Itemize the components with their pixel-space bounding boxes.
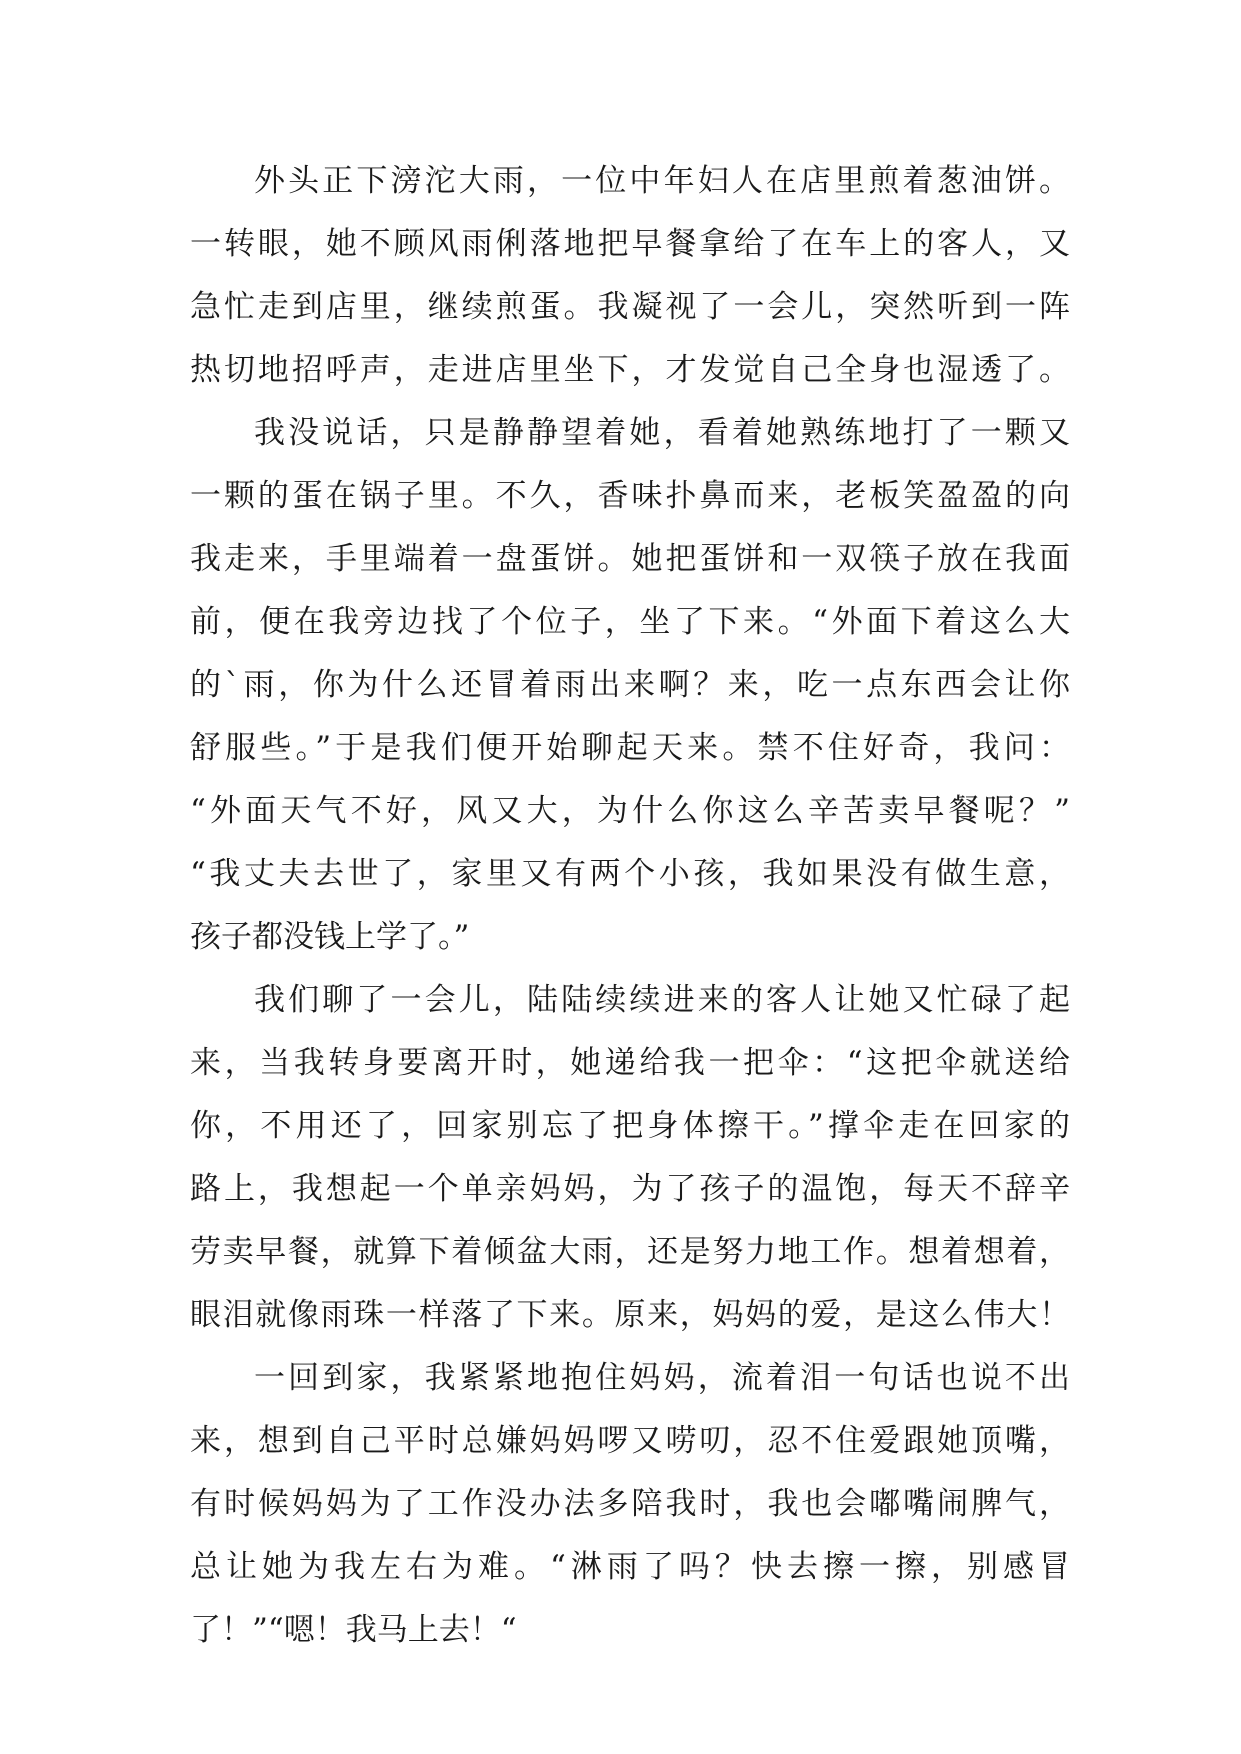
paragraph-4-line-5: 了！”“嗯！我马上去！“ [190, 1612, 517, 1648]
paragraph-1-line-4: 热切地招呼声，走进店里坐下，才发觉自己全身也湿透了。 [190, 352, 1070, 388]
paragraph-1-line-2: 一转眼，她不顾风雨俐落地把早餐拿给了在车上的客人，又 [190, 226, 1070, 262]
paragraph-4-line-2: 来，想到自己平时总嫌妈妈啰又唠叨，忍不住爱跟她顶嘴， [190, 1423, 1070, 1459]
paragraph-3-line-4: 路上，我想起一个单亲妈妈，为了孩子的温饱，每天不辞辛 [190, 1171, 1070, 1207]
paragraph-3-line-2: 来，当我转身要离开时，她递给我一把伞：“这把伞就送给 [190, 1045, 1070, 1081]
paragraph-3-line-5: 劳卖早餐，就算下着倾盆大雨，还是努力地工作。想着想着， [190, 1234, 1070, 1270]
paragraph-1-line-3: 急忙走到店里，继续煎蛋。我凝视了一会儿，突然听到一阵 [190, 289, 1070, 325]
paragraph-2-line-8: “我丈夫去世了，家里又有两个小孩，我如果没有做生意， [190, 856, 1070, 892]
paragraph-2-line-1: 我没说话，只是静静望着她，看着她熟练地打了一颗又 [254, 415, 1070, 451]
paragraph-3-line-1: 我们聊了一会儿，陆陆续续进来的客人让她又忙碌了起 [254, 982, 1070, 1018]
paragraph-2-line-2: 一颗的蛋在锅子里。不久，香味扑鼻而来，老板笑盈盈的向 [190, 478, 1070, 514]
paragraph-2-line-9: 孩子都没钱上学了。” [190, 919, 470, 955]
paragraph-4-line-3: 有时候妈妈为了工作没办法多陪我时，我也会嘟嘴闹脾气， [190, 1486, 1070, 1522]
paragraph-1-line-1: 外头正下滂沱大雨，一位中年妇人在店里煎着葱油饼。 [254, 163, 1070, 199]
paragraph-2-line-4: 前，便在我旁边找了个位子，坐了下来。“外面下着这么大 [190, 604, 1070, 640]
essay-body [190, 150, 1070, 1662]
paragraph-2-line-3: 我走来，手里端着一盘蛋饼。她把蛋饼和一双筷子放在我面 [190, 541, 1070, 577]
paragraph-4-line-1: 一回到家，我紧紧地抱住妈妈，流着泪一句话也说不出 [254, 1360, 1070, 1396]
paragraph-3-line-6: 眼泪就像雨珠一样落了下来。原来，妈妈的爱，是这么伟大！ [190, 1297, 1070, 1333]
paragraph-4-line-4: 总让她为我左右为难。“淋雨了吗？快去擦一擦，别感冒 [190, 1549, 1070, 1585]
paragraph-2-line-7: “外面天气不好，风又大，为什么你这么辛苦卖早餐呢？” [190, 793, 1070, 829]
paragraph-2-line-5: 的`雨，你为什么还冒着雨出来啊？来，吃一点东西会让你 [190, 667, 1070, 703]
paragraph-3-line-3: 你，不用还了，回家别忘了把身体擦干。”撑伞走在回家的 [190, 1108, 1070, 1144]
paragraph-2-line-6: 舒服些。”于是我们便开始聊起天来。禁不住好奇，我问： [190, 730, 1070, 766]
